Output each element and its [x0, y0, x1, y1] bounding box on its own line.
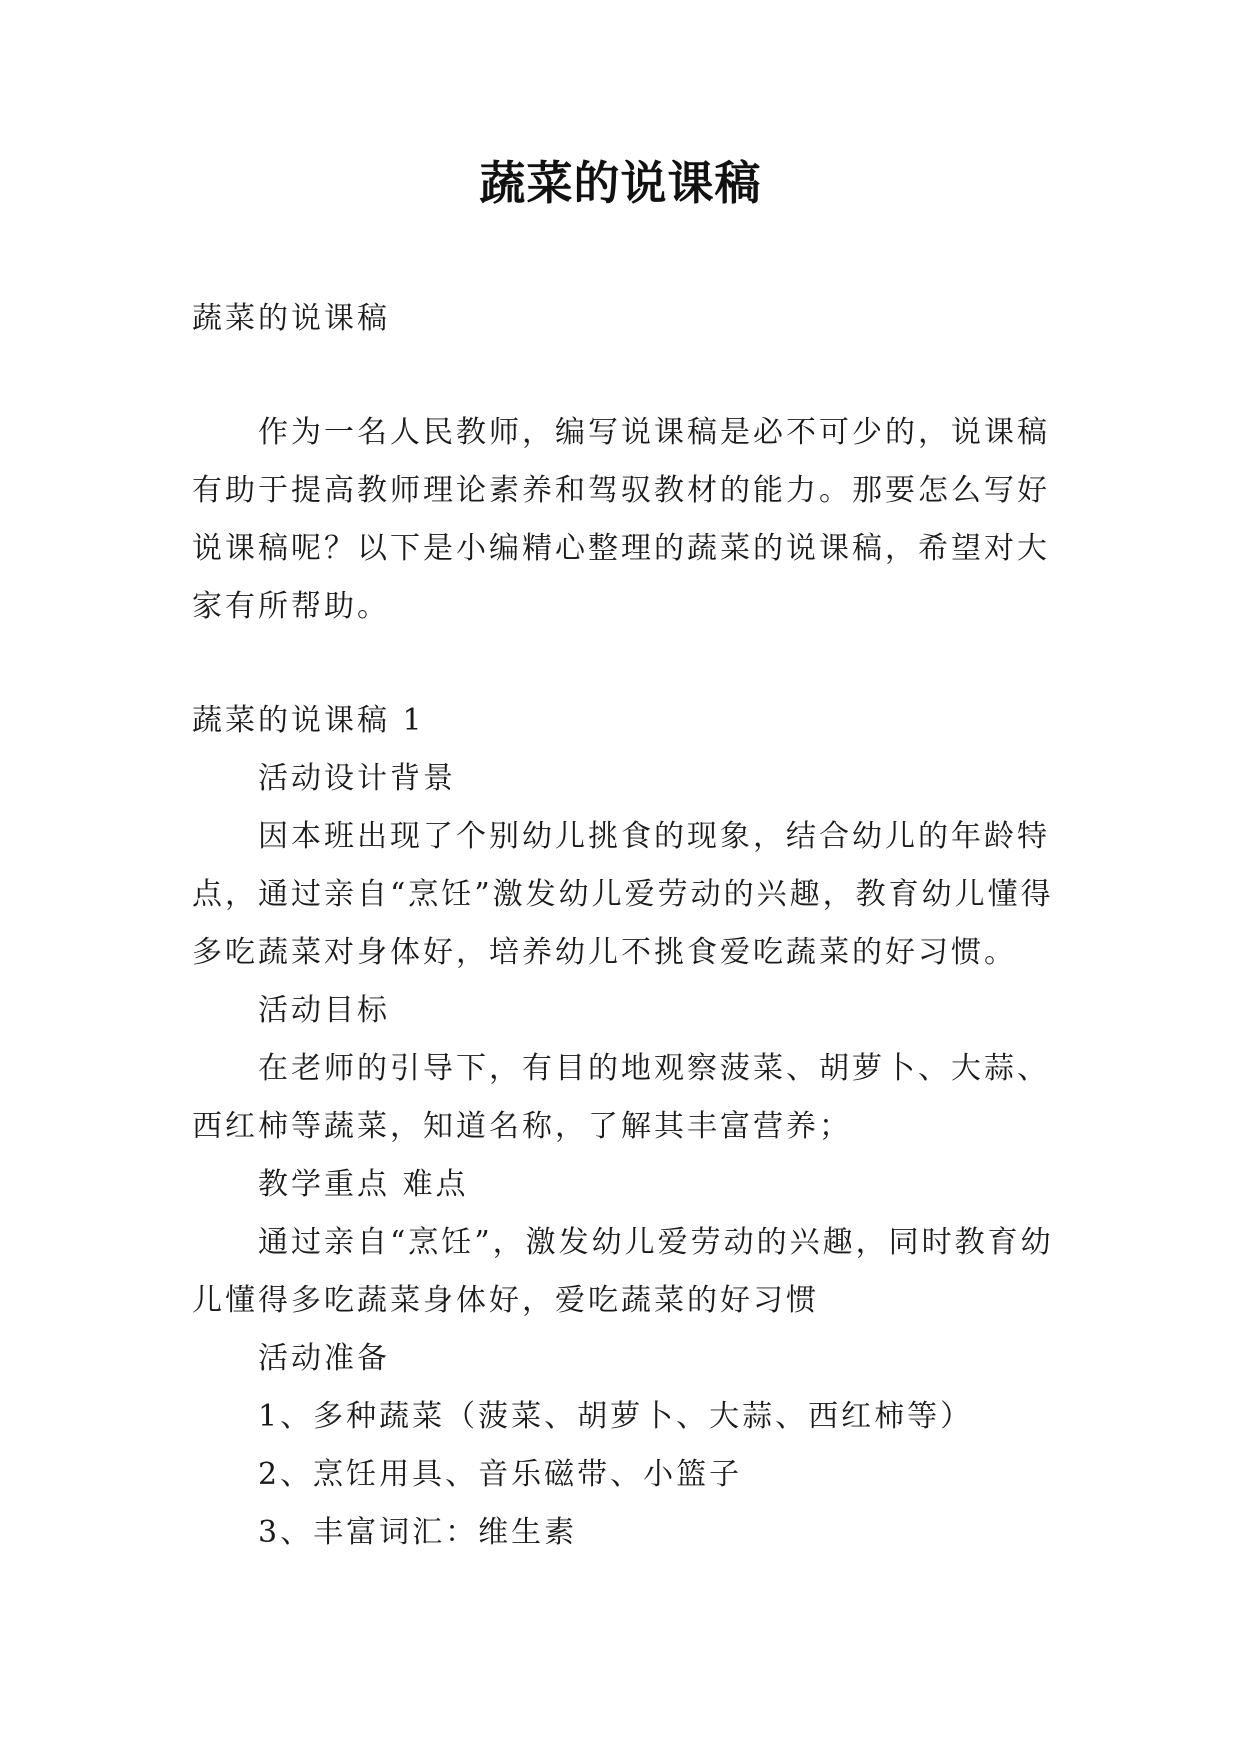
section-heading: 蔬菜的说课稿 1 — [192, 703, 425, 738]
background-paragraph: 因本班出现了个别幼儿挑食的现象，结合幼儿的年龄特点，通过亲自“烹饪”激发幼儿爱劳动的兴趣，教育幼儿懂得多吃蔬菜对身体好，培养幼儿不挑食爱吃蔬菜的好习惯。 — [192, 819, 1054, 970]
prep-heading: 活动准备 — [258, 1341, 390, 1376]
document-body — [192, 290, 1072, 1562]
goal-paragraph: 在老师的引导下，有目的地观察菠菜、胡萝卜、大蒜、西红柿等蔬菜，知道名称，了解其丰富营养； — [192, 1051, 1050, 1144]
document-title: 蔬菜的说课稿 — [479, 156, 762, 210]
goal-heading: 活动目标 — [258, 993, 390, 1028]
intro-paragraph: 作为一名人民教师，编写说课稿是必不可少的，说课稿有助于提高教师理论素养和驾驭教材的能力。那要怎么写好说课稿呢？以下是小编精心整理的蔬菜的说课稿，希望对大家有所帮助。 — [192, 415, 1050, 624]
focus-heading: 教学重点 难点 — [258, 1167, 469, 1202]
document-subtitle: 蔬菜的说课稿 — [192, 301, 390, 336]
focus-paragraph: 通过亲自“烹饪”，激发幼儿爱劳动的兴趣，同时教育幼儿懂得多吃蔬菜身体好，爱吃蔬菜的好习惯 — [192, 1225, 1054, 1318]
prep-item: 1、多种蔬菜（菠菜、胡萝卜、大蒜、西红柿等） — [258, 1399, 974, 1434]
prep-item: 2、烹饪用具、音乐磁带、小篮子 — [258, 1457, 743, 1492]
background-heading: 活动设计背景 — [258, 761, 456, 796]
prep-item: 3、丰富词汇：维生素 — [258, 1515, 578, 1550]
